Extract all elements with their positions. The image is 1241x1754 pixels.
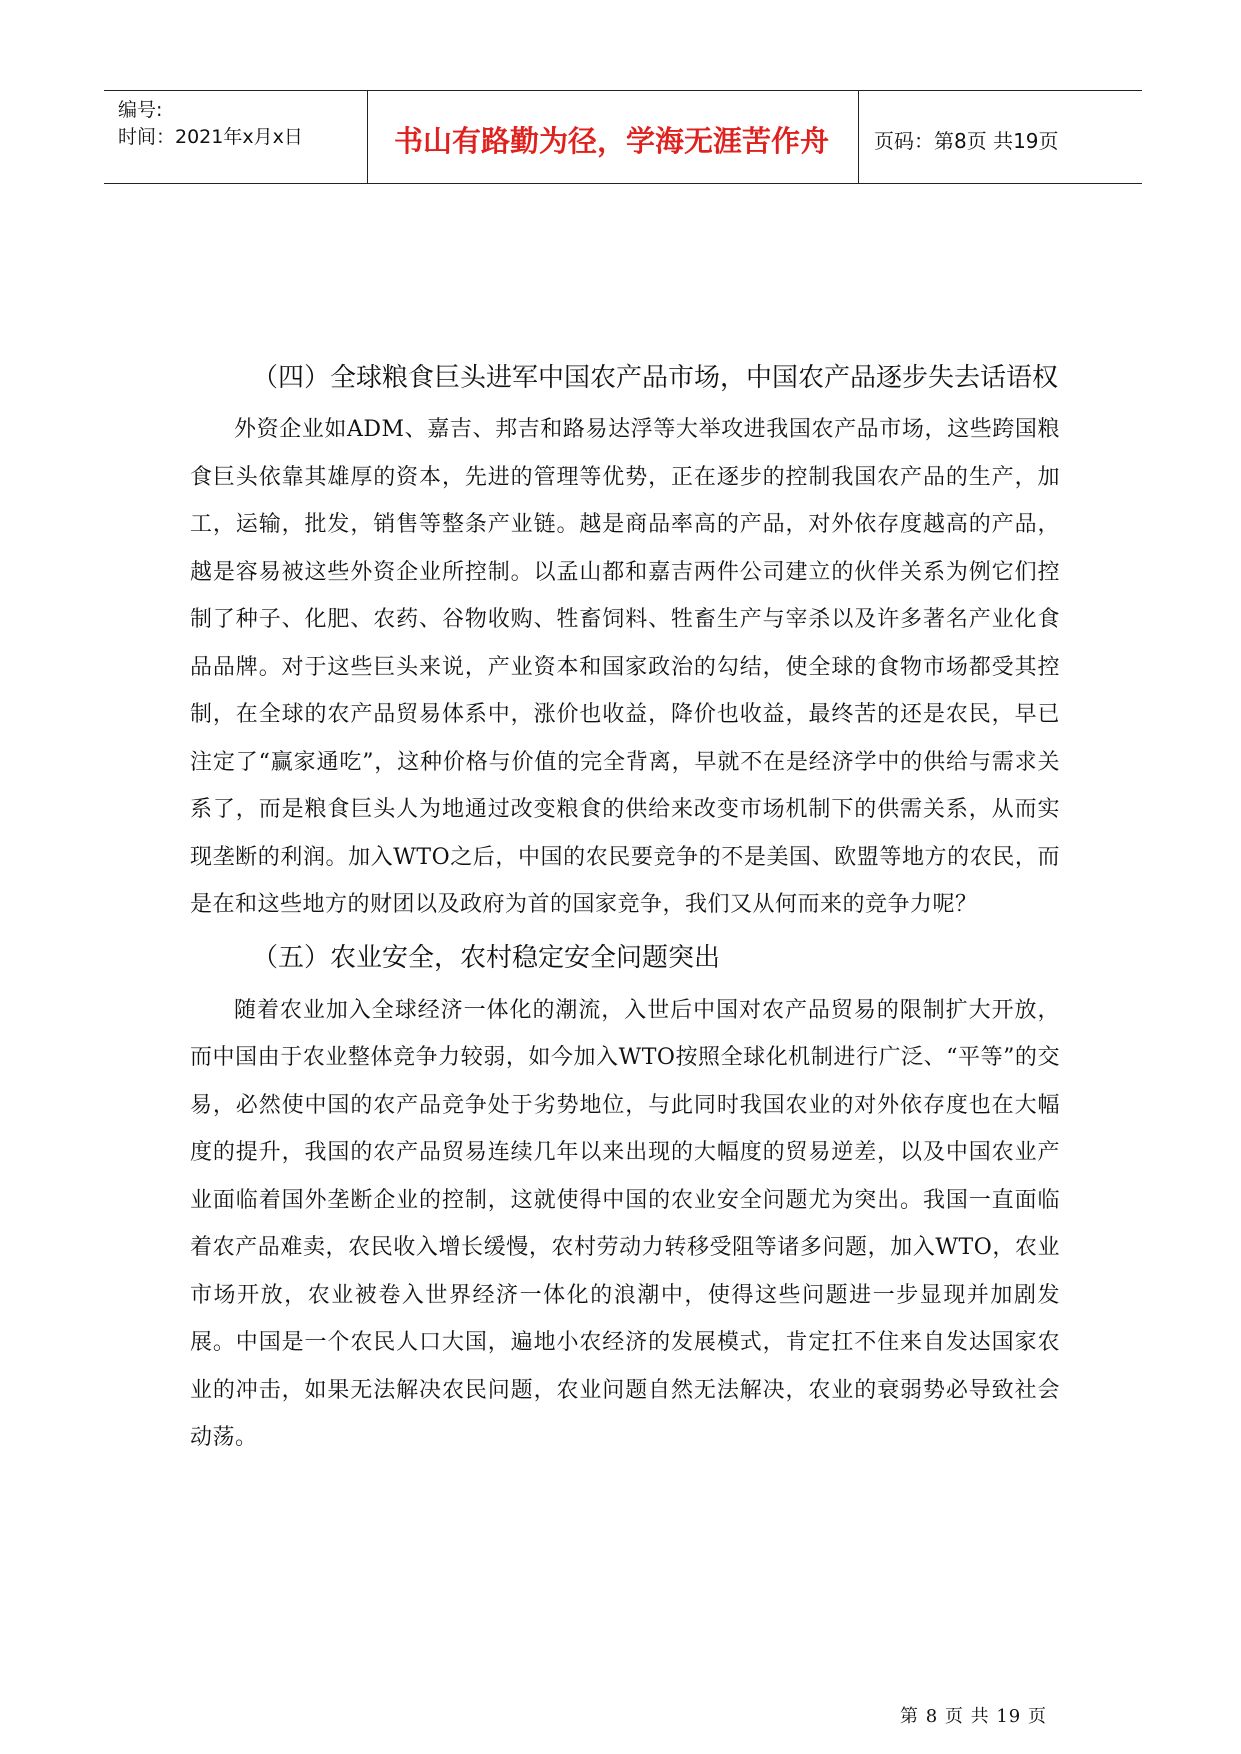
page-footer: 第 8 页 共 19 页 — [900, 1706, 1047, 1727]
document-time-label: 时间：2021年x月x日 — [118, 126, 303, 148]
document-body — [190, 350, 1060, 1462]
header-page-info: 页码：第8页 共19页 — [874, 129, 1059, 153]
section-heading-4: （四）全球粮食巨头进军中国农产品市场，中国农产品逐步失去话语权 — [252, 363, 1059, 393]
section-heading-5: （五）农业安全，农村稳定安全问题突出 — [252, 942, 721, 973]
header-motto: 书山有路勤为径，学海无涯苦作舟 — [394, 124, 830, 158]
header-motto-cell — [368, 91, 859, 183]
section-paragraph-5: 随着农业加入全球经济一体化的潮流，入世后中国对农产品贸易的限制扩大开放，而中国由于农业整体竞争力较弱，如今加入WTO按照全球化机制进行广泛、“平等”的交易，必然使中国的农产品竞争处于劣势地位，与此同时我国农业的对外依存度也在大幅度的提升，我国的农产品贸易连续几年以来出现的大幅度的贸易逆差，以及中国农业产业面临着国外垄断企业的控制，这就使得中国的农业安全问题尤为突出。我国一直面临着农产品难卖，农民收入增长缓慢，农村劳动力转移受阻等诸多问题，加入WTO，农业市场开放，农业被卷入世界经济一体化的浪潮中，使得这些问题进一步显现并加剧发展。中国是一个农民人口大国，遍地小农经济的发展模式，肯定扛不住来自发达国家农业的冲击，如果无法解决农民问题，农业问题自然无法解决，农业的衰弱势必导致社会动荡。 — [190, 997, 1060, 1450]
header-info-cell — [104, 91, 368, 183]
section-paragraph-4: 外资企业如ADM、嘉吉、邦吉和路易达浮等大举攻进我国农产品市场，这些跨国粮食巨头依靠其雄厚的资本，先进的管理等优势，正在逐步的控制我国农产品的生产，加工，运输，批发，销售等整条产业链。越是商品率高的产品，对外依存度越高的产品，越是容易被这些外资企业所控制。以孟山都和嘉吉两件公司建立的伙伴关系为例它们控制了种子、化肥、农药、谷物收购、牲畜饲料、牲畜生产与宰杀以及许多著名产业化食品品牌。对于这些巨头来说，产业资本和国家政治的勾结，使全球的食物市场都受其控制，在全球的农产品贸易体系中，涨价也收益，降价也收益，最终苦的还是农民，早已注定了“赢家通吃”，这种价格与价值的完全背离，早就不在是经济学中的供给与需求关系了，而是粮食巨头人为地通过改变粮食的供给来改变市场机制下的供需关系，从而实现垄断的利润。加入WTO之后，中国的农民要竞争的不是美国、欧盟等地方的农民，而是在和这些地方的财团以及政府为首的国家竞争，我们又从何而来的竞争力呢？ — [190, 417, 1060, 917]
document-header — [104, 90, 1142, 184]
header-page-cell — [860, 91, 1142, 183]
document-number-label: 编号: — [118, 99, 163, 121]
